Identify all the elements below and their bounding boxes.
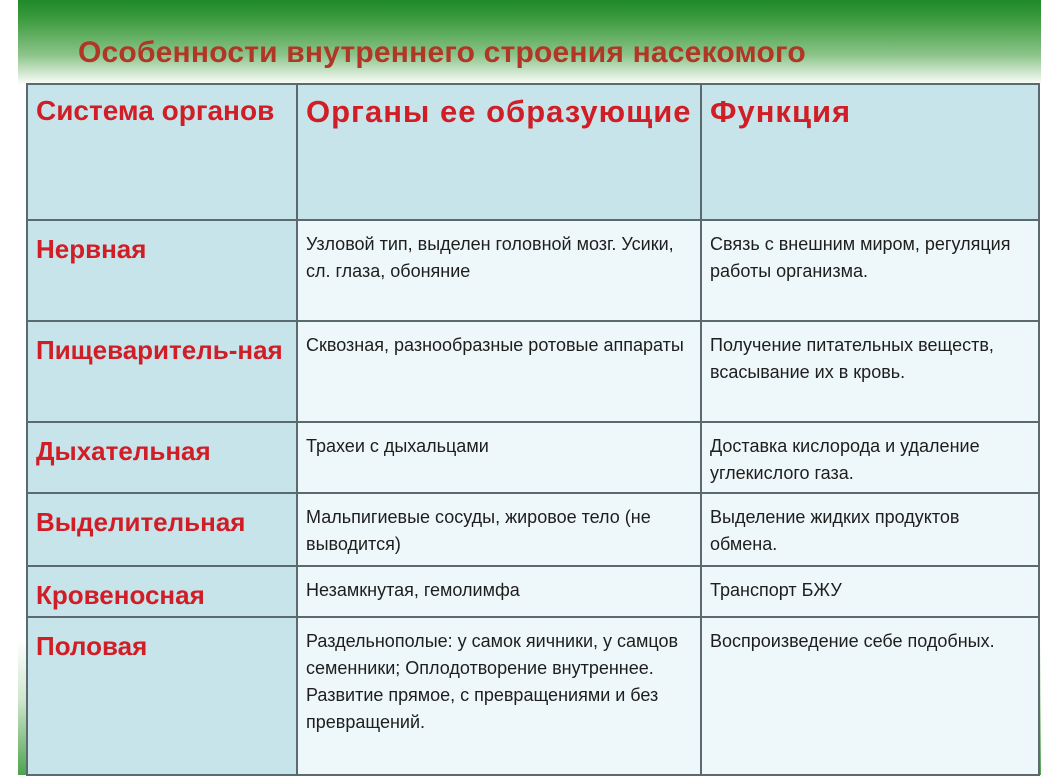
system-cell [27, 493, 297, 566]
header-organs: Органы ее образующие [297, 84, 701, 220]
function-cell: Выделение жидких продуктов обмена. [701, 493, 1039, 566]
table-row [27, 220, 1039, 321]
organs-cell: Трахеи с дыхальцами [297, 422, 701, 493]
function-cell: Воспроизведение себе подобных. [701, 617, 1039, 775]
slide-title: Особенности внутреннего строения насекомого [78, 36, 806, 69]
system-name: Половая [36, 631, 148, 661]
organs-cell: Сквозная, разнообразные ротовые аппараты [297, 321, 701, 422]
system-cell [27, 321, 297, 422]
system-cell [27, 422, 297, 493]
organs-cell: Мальпигиевые сосуды, жировое тело (не выводится) [297, 493, 701, 566]
table-header-row [27, 84, 1039, 220]
table-row [27, 422, 1039, 493]
table-row [27, 566, 1039, 617]
table-row [27, 493, 1039, 566]
system-cell [27, 617, 297, 775]
system-name: Выделительная [36, 507, 246, 537]
system-cell [27, 220, 297, 321]
system-name: Нервная [36, 234, 147, 264]
organs-cell: Незамкнутая, гемолимфа [297, 566, 701, 617]
system-name: Дыхательная [36, 436, 211, 466]
table-row [27, 617, 1039, 775]
organ-systems-table [26, 83, 1040, 776]
header-system: Система органов [27, 84, 297, 220]
table-row [27, 321, 1039, 422]
function-cell: Транспорт БЖУ [701, 566, 1039, 617]
right-margin [1041, 0, 1055, 775]
organs-cell: Узловой тип, выделен головной мозг. Усики, сл. глаза, обоняние [297, 220, 701, 321]
system-name: Кровеносная [36, 580, 205, 610]
function-cell: Доставка кислорода и удаление углекислого газа. [701, 422, 1039, 493]
function-cell: Связь с внешним миром, регуляция работы организма. [701, 220, 1039, 321]
system-name: Пищеваритель-ная [36, 335, 283, 365]
system-cell [27, 566, 297, 617]
function-cell: Получение питательных веществ, всасывание их в кровь. [701, 321, 1039, 422]
header-function: Функция [701, 84, 1039, 220]
left-margin [0, 0, 18, 775]
organs-cell: Раздельнополые: у самок яичники, у самцов семенники; Оплодотворение внутреннее. Развитие прямое, с превращениями и без превращений. [297, 617, 701, 775]
